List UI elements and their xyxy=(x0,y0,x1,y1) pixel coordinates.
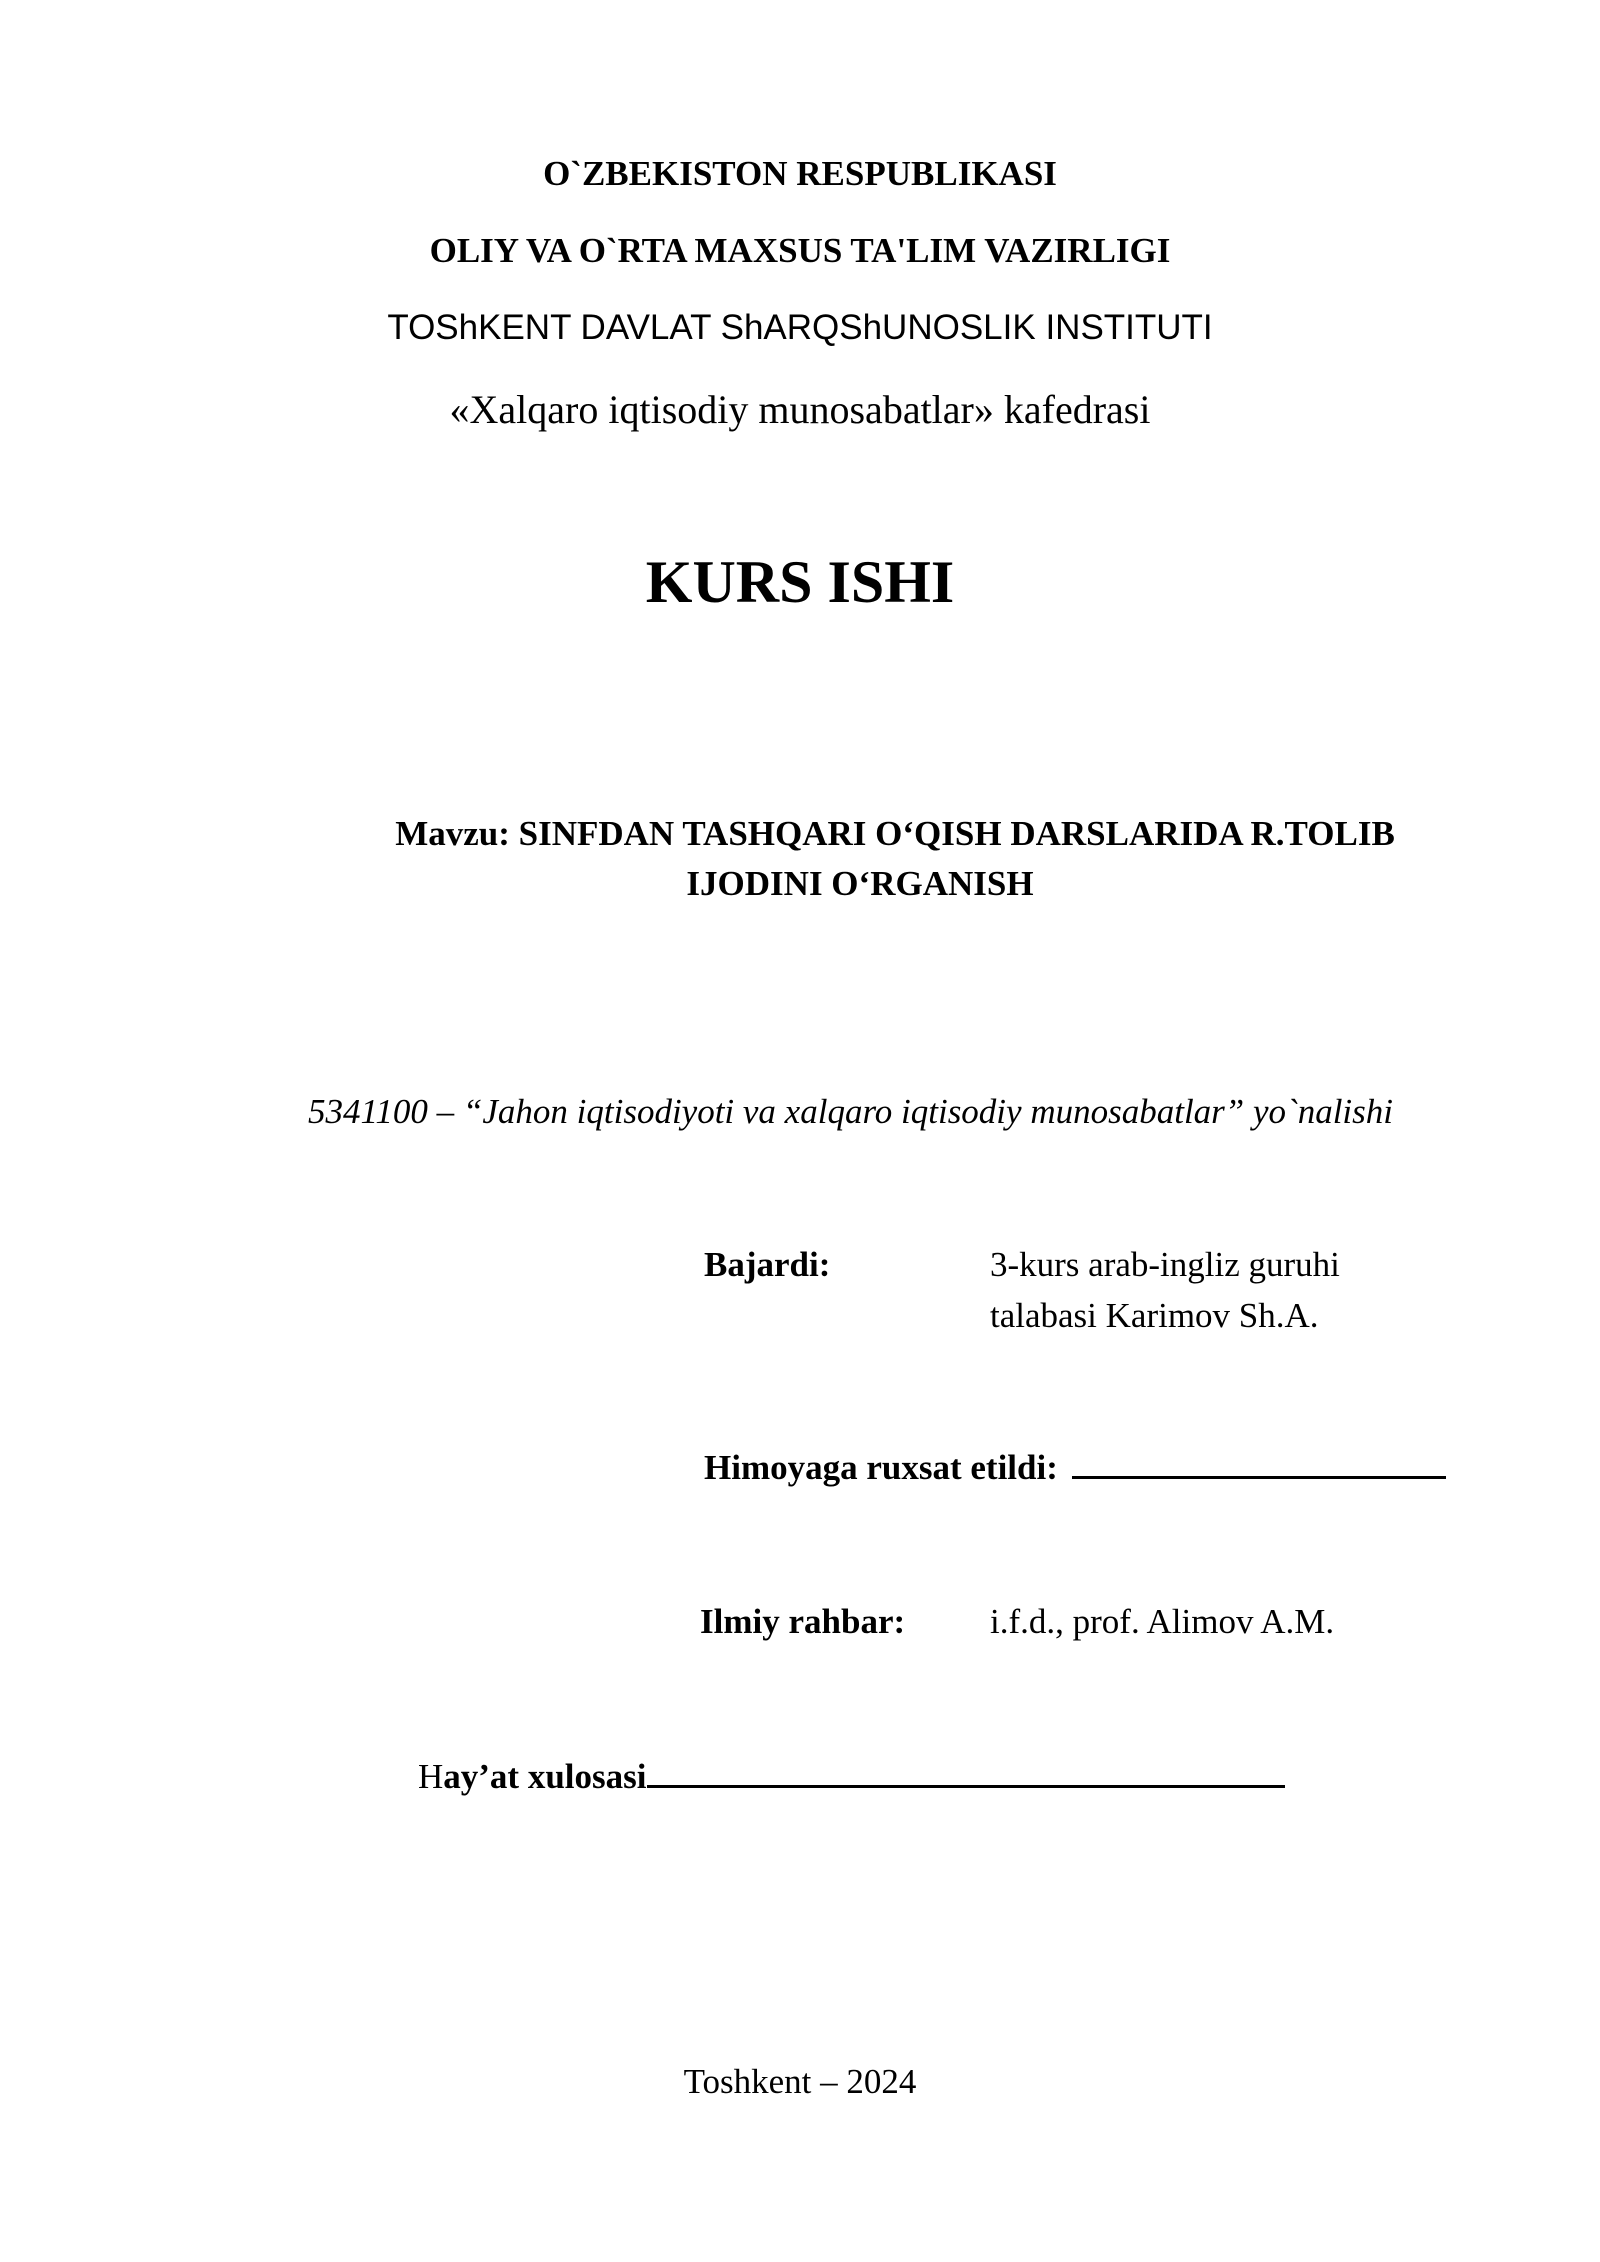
city-year: Toshkent – 2024 xyxy=(683,2062,917,2101)
performer-line-2: talabasi Karimov Sh.A. xyxy=(990,1296,1319,1335)
ministry-heading: OLIY VA O`RTA MAXSUS TA'LIM VAZIRLIGI xyxy=(429,231,1171,270)
supervisor-label: Ilmiy rahbar: xyxy=(700,1602,906,1641)
approval-label: Himoyaga ruxsat etildi: xyxy=(704,1448,1058,1487)
study-direction: 5341100 – “Jahon iqtisodiyoti va xalqaro iqtisodiy munosabatlar” yo`nalishi xyxy=(308,1092,1393,1131)
approval-signature-line xyxy=(1072,1475,1446,1479)
republic-heading: O`ZBEKISTON RESPUBLIKASI xyxy=(543,154,1057,193)
institute-heading: TOShKENT DAVLAT ShARQShUNOSLIK INSTITUTI xyxy=(387,308,1213,347)
supervisor-value: i.f.d., prof. Alimov A.M. xyxy=(990,1602,1335,1641)
commission-signature-line xyxy=(647,1784,1285,1788)
topic-line-2: IJODINI O‘RGANISH xyxy=(686,864,1034,903)
document-title: KURS ISHI xyxy=(645,549,955,615)
performer-label: Bajardi: xyxy=(704,1245,831,1284)
topic-line-1: Mavzu: SINFDAN TASHQARI O‘QISH DARSLARIDA R.TOLIB xyxy=(395,814,1395,853)
approval-row xyxy=(704,1448,1446,1488)
department-heading: «Xalqaro iqtisodiy munosabatlar» kafedrasi xyxy=(449,387,1151,432)
performer-line-1: 3-kurs arab-ingliz guruhi xyxy=(990,1245,1340,1284)
commission-row xyxy=(418,1757,1285,1797)
commission-prefix: H xyxy=(418,1757,444,1796)
commission-label: ay’at xulosasi xyxy=(443,1757,647,1796)
